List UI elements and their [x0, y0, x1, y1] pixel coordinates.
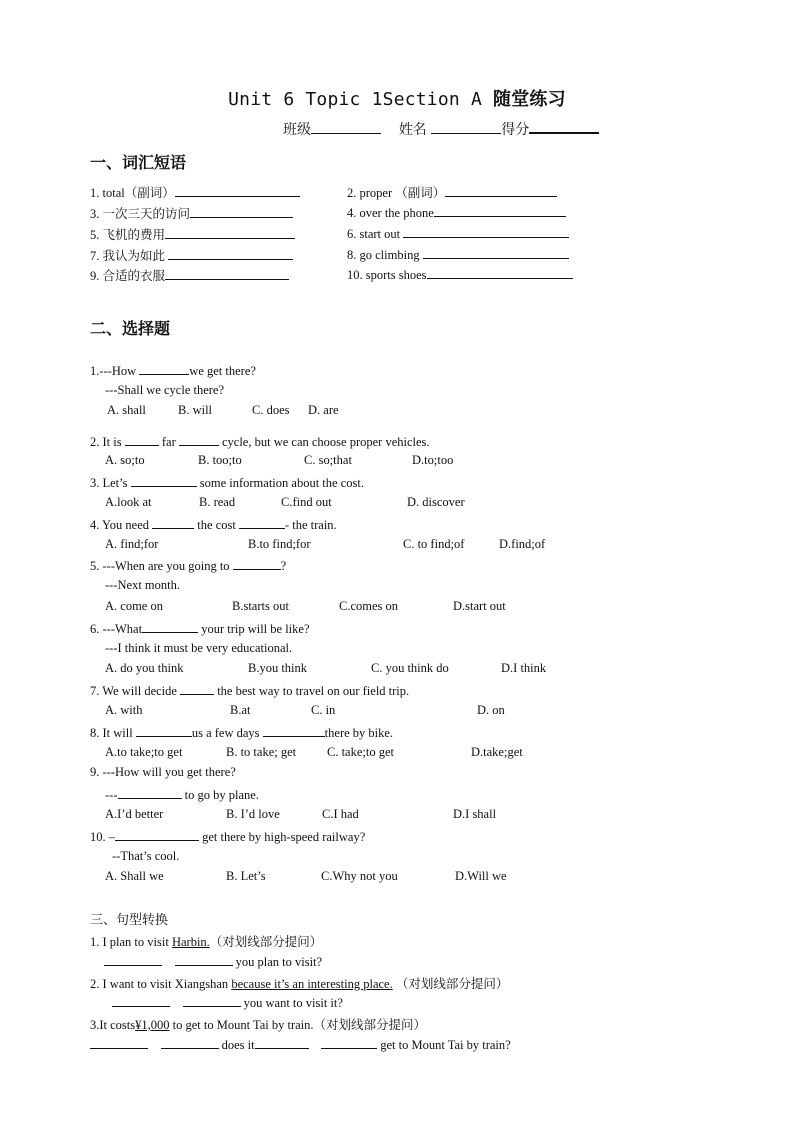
title-chinese: 随堂练习	[493, 89, 566, 110]
section1-heading: 一、词汇短语	[90, 153, 187, 172]
q8-option-a[interactable]: A.to take;to get	[105, 745, 183, 759]
q7-option-d[interactable]: D. on	[477, 703, 505, 717]
q5-option-d[interactable]: D.start out	[453, 599, 506, 613]
q10-option-c[interactable]: C.Why not you	[321, 869, 398, 883]
q9-option-c[interactable]: C.I had	[322, 807, 359, 821]
question-8: 8. It will us a few days there by bike.	[90, 726, 394, 740]
q10-option-b[interactable]: B. Let’s	[226, 869, 266, 883]
vocab-item: 1. total（副词）	[90, 183, 300, 201]
q4-option-a[interactable]: A. find;for	[105, 537, 159, 551]
vocab-item: 3. 一次三天的访问	[90, 204, 293, 222]
class-blank[interactable]	[311, 121, 381, 134]
class-label: 班级	[283, 122, 311, 138]
question-7: 7. We will decide the best way to travel on our field trip.	[90, 684, 410, 698]
transform-answer-3: does it get to Mount Tai by train?	[90, 1036, 511, 1053]
q4-option-d[interactable]: D.find;of	[499, 537, 546, 551]
q7-option-a[interactable]: A. with	[105, 703, 143, 717]
question-9-reply: --- to go by plane.	[105, 788, 259, 802]
question-10-reply: --That’s cool.	[112, 849, 180, 863]
q6-option-a[interactable]: A. do you think	[105, 661, 184, 675]
q6-option-c[interactable]: C. you think do	[371, 661, 449, 675]
vocab-item: 4. over the phone	[347, 204, 566, 221]
question-6-reply: ---I think it must be very educational.	[105, 641, 293, 655]
q2-option-a[interactable]: A. so;to	[105, 453, 145, 467]
q7-option-c[interactable]: C. in	[311, 703, 336, 717]
transform-item-3: 3.It costs¥1,000 to get to Mount Tai by train.（对划线部分提问）	[90, 1018, 427, 1032]
q3-option-a[interactable]: A.look at	[105, 495, 152, 509]
question-9: 9. ---How will you get there?	[90, 765, 236, 779]
vocab-item: 2. proper （副词）	[347, 183, 557, 201]
q6-option-d[interactable]: D.I think	[501, 661, 547, 675]
q8-option-b[interactable]: B. to take; get	[226, 745, 297, 759]
q9-option-d[interactable]: D.I shall	[453, 807, 497, 821]
q4-option-b[interactable]: B.to find;for	[248, 537, 311, 551]
q3-option-d[interactable]: D. discover	[407, 495, 465, 509]
transform-answer-2: you want to visit it?	[90, 994, 343, 1011]
question-5: 5. ---When are you going to ?	[90, 559, 287, 573]
q5-option-b[interactable]: B.starts out	[232, 599, 289, 613]
q2-option-b[interactable]: B. too;to	[198, 453, 242, 467]
q1-option-a[interactable]: A. shall	[107, 403, 146, 417]
q10-option-d[interactable]: D.Will we	[455, 869, 507, 883]
question-10: 10. – get there by high-speed railway?	[90, 830, 366, 844]
page-title	[0, 85, 794, 111]
vocab-item: 5. 飞机的费用	[90, 225, 295, 243]
q9-option-b[interactable]: B. I’d love	[226, 807, 280, 821]
q5-option-c[interactable]: C.comes on	[339, 599, 399, 613]
vocab-item: 10. sports shoes	[347, 266, 573, 283]
student-info-line	[283, 119, 599, 139]
q1-option-c[interactable]: C. does	[252, 403, 290, 417]
transform-answer-1: you plan to visit?	[90, 953, 322, 970]
q8-option-d[interactable]: D.take;get	[471, 745, 523, 759]
q1-option-b[interactable]: B. will	[178, 403, 213, 417]
section2-heading: 二、选择题	[90, 319, 171, 338]
q6-option-b[interactable]: B.you think	[248, 661, 308, 675]
vocab-item: 9. 合适的衣服	[90, 266, 289, 284]
title-english: Unit 6 Topic 1Section A	[228, 89, 494, 110]
q8-option-c[interactable]: C. take;to get	[327, 745, 394, 759]
question-5-reply: ---Next month.	[105, 578, 180, 592]
q1-option-d[interactable]: D. are	[308, 403, 339, 417]
vocab-item: 7. 我认为如此	[90, 246, 293, 264]
q4-option-c[interactable]: C. to find;of	[403, 537, 465, 551]
question-3: 3. Let’s some information about the cost.	[90, 476, 364, 490]
name-label: 姓名	[398, 122, 427, 138]
q3-option-b[interactable]: B. read	[199, 495, 236, 509]
q2-option-c[interactable]: C. so;that	[304, 453, 352, 467]
section3-heading: 三、句型转换	[90, 913, 169, 928]
transform-item-2: 2. I want to visit Xiangshan because it’s an interesting place. （对划线部分提问）	[90, 977, 509, 991]
q7-option-b[interactable]: B.at	[230, 703, 251, 717]
question-2: 2. It is far cycle, but we can choose proper vehicles.	[90, 435, 430, 449]
question-1: 1.---How we get there?	[90, 364, 256, 378]
vocab-item: 8. go climbing	[347, 246, 569, 263]
q5-option-a[interactable]: A. come on	[105, 599, 163, 613]
question-1-reply: ---Shall we cycle there?	[105, 383, 225, 397]
vocab-item: 6. start out	[347, 225, 569, 242]
q3-option-c[interactable]: C.find out	[281, 495, 332, 509]
name-blank[interactable]	[431, 121, 501, 134]
score-label: 得分	[501, 122, 530, 138]
q2-option-d[interactable]: D.to;too	[412, 453, 454, 467]
q10-option-a[interactable]: A. Shall we	[105, 869, 164, 883]
question-4: 4. You need the cost - the train.	[90, 518, 337, 532]
q9-option-a[interactable]: A.I’d better	[105, 807, 164, 821]
transform-item-1: 1. I plan to visit Harbin.（对划线部分提问）	[90, 935, 323, 949]
question-6: 6. ---What your trip will be like?	[90, 622, 310, 636]
score-blank[interactable]	[529, 120, 599, 134]
